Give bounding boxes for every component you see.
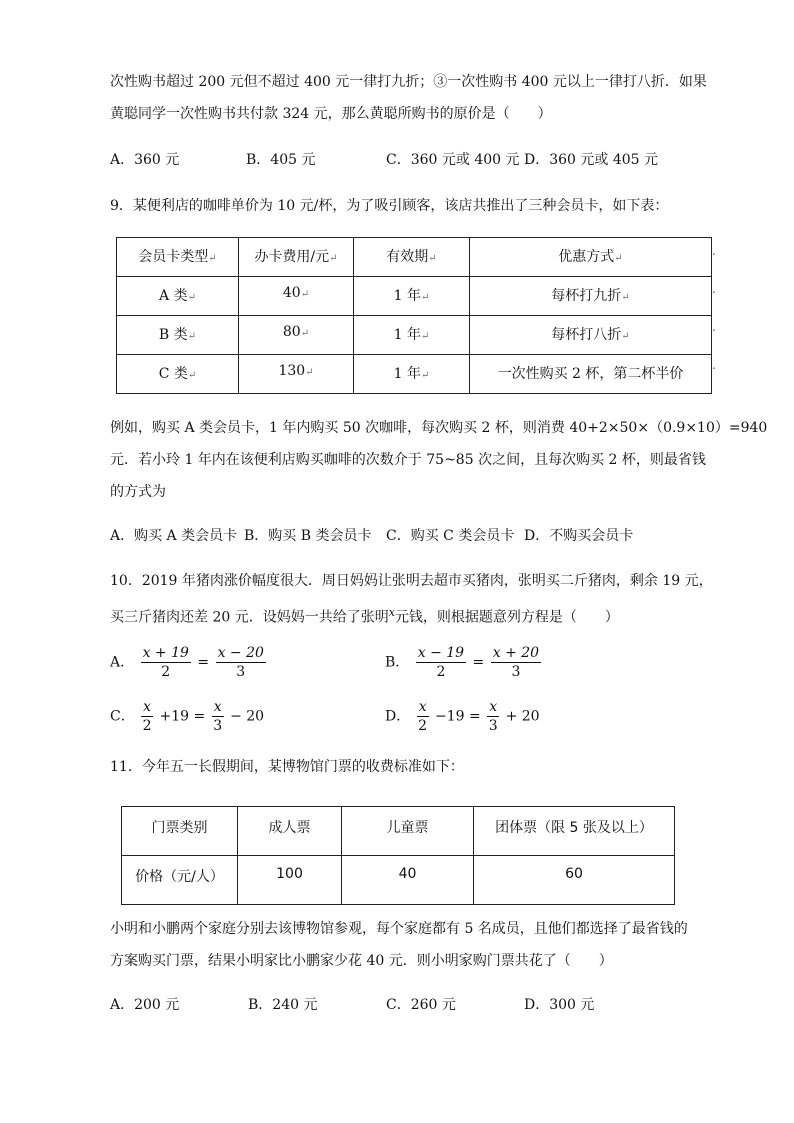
q9-example-line-3: 的方式为	[110, 484, 166, 500]
paragraph-mark-icon: ↵	[187, 370, 197, 381]
table-cell: 一次性购买 2 杯，第二杯半价	[470, 355, 712, 394]
q10-stem-line-1: 10．2019 年猪肉涨价幅度很大．周日妈妈让张明去超市买猪肉，张明买二斤猪肉，剩余 19 元，	[110, 573, 713, 589]
q9-option-b[interactable]: B．购买 B 类会员卡	[244, 528, 372, 544]
paragraph-mark-icon: ↵	[329, 253, 338, 264]
q9-option-d[interactable]: D．不购买会员卡	[524, 528, 634, 544]
q8-text-line-2: 黄聪同学一次性购书共付款 324 元，那么黄聪所购书的原价是（ ）	[110, 106, 552, 122]
q11-option-c[interactable]: C．260 元	[386, 997, 456, 1013]
q8-options	[110, 150, 710, 170]
header-cell-discount: 优惠方式↵	[470, 238, 712, 277]
paragraph-mark-icon: ↵	[614, 253, 623, 264]
header-cell-adult: 成人票	[238, 807, 342, 856]
q8-text-line-1: 次性购书超过 200 元但不超过 400 元一律打九折；③一次性购书 400 元以上一律打八折．如果	[110, 74, 707, 90]
table-cell: 每杯打九折↵	[470, 277, 712, 316]
variable-x: x	[388, 606, 395, 619]
row-end-mark: .	[712, 320, 716, 334]
paragraph-mark-icon: ↵	[300, 328, 310, 339]
paragraph-mark-icon: ↵	[621, 331, 630, 342]
table-cell: 60	[474, 856, 675, 905]
table-cell: B 类↵	[117, 316, 239, 355]
table-cell: 100	[238, 856, 342, 905]
table-cell: 1 年↵	[354, 355, 470, 394]
q8-option-c[interactable]: C．360 元或 400 元	[386, 152, 520, 168]
q8-option-b[interactable]: B．405 元	[246, 152, 316, 168]
q10-option-b[interactable]: B． $\frac{x - 19}{2}$ = $\frac{x + 20}{3}$	[385, 645, 540, 680]
q11-text-line-2: 方案购买门票，结果小明家比小鹏家少花 40 元．则小明家购门票共花了（ ）	[110, 953, 613, 969]
header-cell-ticket-type: 门票类别	[122, 807, 238, 856]
paragraph-mark-icon: ↵	[187, 292, 196, 303]
table-cell: 40↵	[239, 277, 354, 316]
paragraph-mark-icon: ↵	[420, 331, 430, 342]
q9-stem: 9．某便利店的咖啡单价为 10 元/杯，为了吸引顾客，该店共推出了三种会员卡，如下表：	[110, 198, 669, 214]
table-header-row	[117, 238, 712, 277]
paragraph-mark-icon: ↵	[420, 292, 430, 303]
header-cell-card-type: 会员卡类型↵	[117, 238, 239, 277]
row-end-mark: .	[712, 282, 716, 296]
q11-option-b[interactable]: B．240 元	[248, 997, 318, 1013]
q11-option-a[interactable]: A．200 元	[110, 997, 180, 1013]
paragraph-mark-icon: ↵	[621, 292, 630, 303]
q9-member-card-table	[116, 237, 712, 394]
header-cell-validity: 有效期↵	[354, 238, 470, 277]
paragraph-mark-icon: ↵	[187, 331, 197, 342]
q9-option-a[interactable]: A．购买 A 类会员卡	[110, 528, 238, 544]
q10-option-a[interactable]: A． $\frac{x + 19}{2}$ = $\frac{x - 20}{3}$	[110, 645, 264, 680]
q11-ticket-price-table	[121, 806, 675, 905]
table-cell: 1 年↵	[354, 316, 470, 355]
q8-option-d[interactable]: D．360 元或 405 元	[524, 152, 659, 168]
q9-example-line-2: 元．若小玲 1 年内在该便利店购买咖啡的次数介于 75~85 次之间，且每次购买 2 杯，则最省钱	[110, 452, 706, 468]
table-cell: 价格（元/人）	[122, 856, 238, 905]
table-cell: 1 年↵	[354, 277, 470, 316]
table-cell: 80↵	[239, 316, 354, 355]
table-cell: A 类↵	[117, 277, 239, 316]
header-cell-group: 团体票（限 5 张及以上）	[474, 807, 675, 856]
table-cell: 130↵	[239, 355, 354, 394]
header-cell-child: 儿童票	[342, 807, 474, 856]
q11-options	[110, 995, 710, 1015]
header-cell-fee: 办卡费用/元↵	[239, 238, 354, 277]
paragraph-mark-icon: ↵	[305, 367, 314, 378]
q8-option-a[interactable]: A．360 元	[110, 152, 180, 168]
paragraph-mark-icon: ↵	[420, 370, 430, 381]
q10-stem-line-2: 买三斤猪肉还差 20 元．设妈妈一共给了张明$^x$元钱，则根据题意列方程是（ ）	[110, 606, 619, 626]
table-cell: C 类↵	[117, 355, 239, 394]
q11-stem: 11．今年五一长假期间，某博物馆门票的收费标准如下：	[110, 759, 464, 775]
table-row	[117, 316, 712, 355]
row-end-mark: .	[712, 244, 716, 258]
row-end-mark: .	[712, 358, 716, 372]
q10-option-d[interactable]: D． $\frac{x}{2}$ −19 = $\frac{x}{3}$ + 20	[385, 699, 540, 734]
table-row	[117, 277, 712, 316]
q10-option-c[interactable]: C． $\frac{x}{2}$ +19 = $\frac{x}{3}$ − 20	[110, 699, 265, 734]
table-row	[122, 856, 675, 905]
q9-option-c[interactable]: C．购买 C 类会员卡	[386, 528, 515, 544]
q11-option-d[interactable]: D．300 元	[524, 997, 595, 1013]
paragraph-mark-icon: ↵	[208, 253, 217, 264]
table-cell: 40	[342, 856, 474, 905]
paragraph-mark-icon: ↵	[428, 253, 437, 264]
q11-text-line-1: 小明和小鹏两个家庭分别去该博物馆参观，每个家庭都有 5 名成员，且他们都选择了最省钱的	[110, 921, 688, 937]
table-cell: 每杯打八折↵	[470, 316, 712, 355]
table-row	[117, 355, 712, 394]
table-header-row	[122, 807, 675, 856]
q9-options	[110, 526, 710, 546]
q9-example-line-1: 例如，购买 A 类会员卡，1 年内购买 50 次咖啡，每次购买 2 杯，则消费 40+2×50×（0.9×10）=940	[110, 420, 768, 436]
paragraph-mark-icon: ↵	[300, 289, 310, 300]
